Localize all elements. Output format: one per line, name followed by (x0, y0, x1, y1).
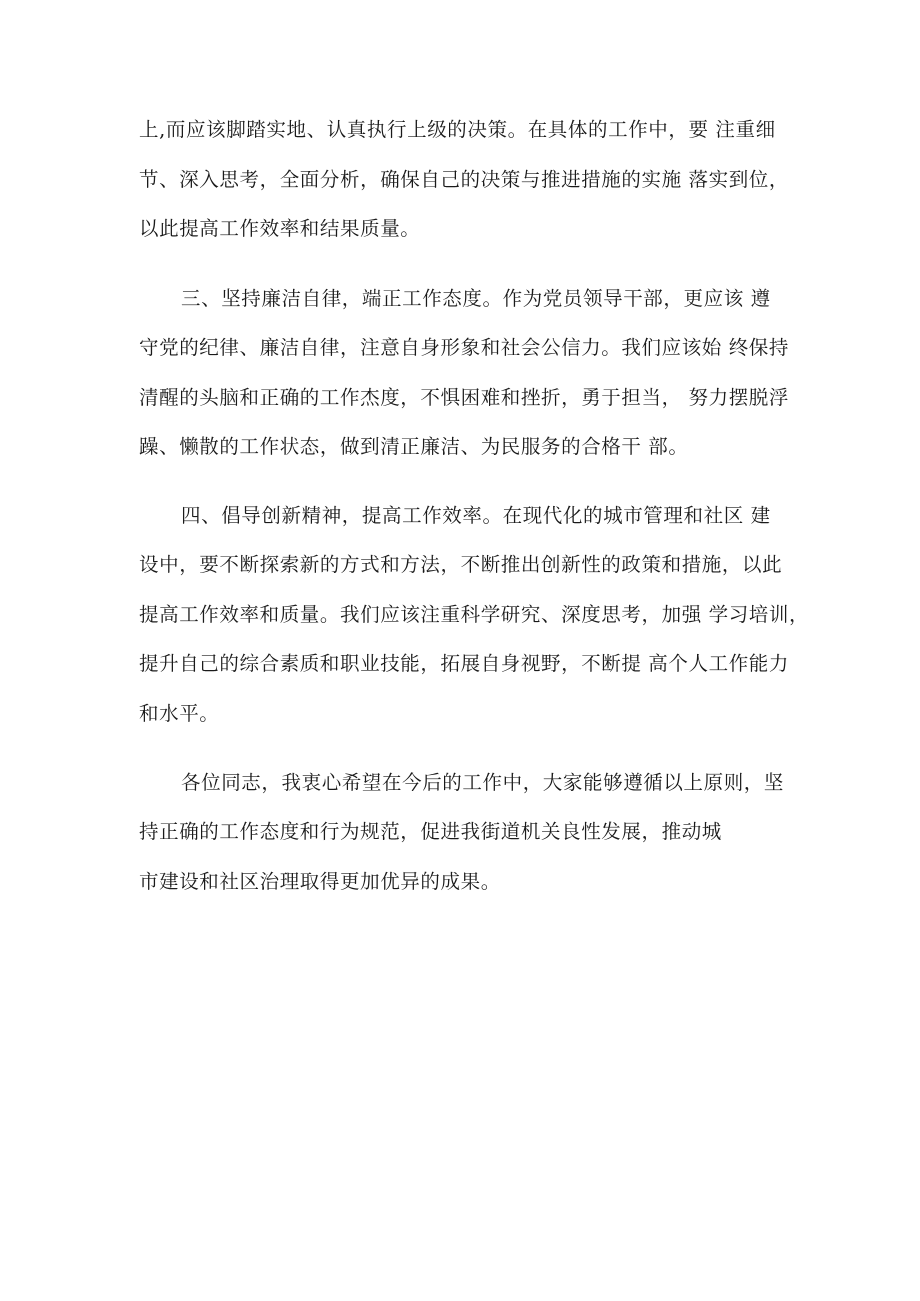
text-line: 持正确的工作态度和行为规范，促进我街道机关良性发展，推动城 (139, 820, 722, 843)
text-line: 以此提高工作效率和结果质量。 (139, 217, 421, 240)
text-line: 清醒的头脑和正确的工作杰度，不惧困难和挫折，勇于担当， 努力摆脱浮 (139, 386, 789, 409)
text-line: 躁、懒散的工作状态，做到清正廉洁、为民服务的合格干 部。 (139, 435, 689, 458)
text-line: 提高工作效率和质量。我们应该注重科学研究、深度思考，加强 学习培训， (139, 603, 810, 626)
text-line: 提升自己的综合素质和职业技能，拓展自身视野，不断提 高个人工作能力 (139, 652, 789, 675)
closing-paragraph-line: 各位同志，我衷心希望在今后的工作中，大家能够遵循以上原则，坚 (181, 771, 785, 794)
text-line: 守党的纪律、廉洁自律，注意自身形象和社会公信力。我们应该始 终保持 (139, 336, 789, 359)
text-line: 节、深入思考，全面分析，确保自己的决策与推进措施的实施 落实到位， (139, 168, 789, 191)
paragraph-heading-line: 四、倡导创新精神，提高工作效率。在现代化的城市管理和社区 建 (181, 504, 771, 527)
text-line: 设中，要不断探索新的方式和方法，不断推出创新性的政策和措施，以此 (139, 553, 783, 576)
paragraph-heading-line: 三、坚持廉洁自律，端正工作态度。作为党员领导干部，更应该 遵 (181, 287, 771, 310)
text-line: 上,而应该脚踏实地、认真执行上级的决策。在具体的工作中，要 注重细 (139, 118, 776, 141)
text-line: 和水平。 (139, 702, 220, 725)
text-line: 市建设和社区治理取得更加优异的成果。 (139, 870, 501, 893)
